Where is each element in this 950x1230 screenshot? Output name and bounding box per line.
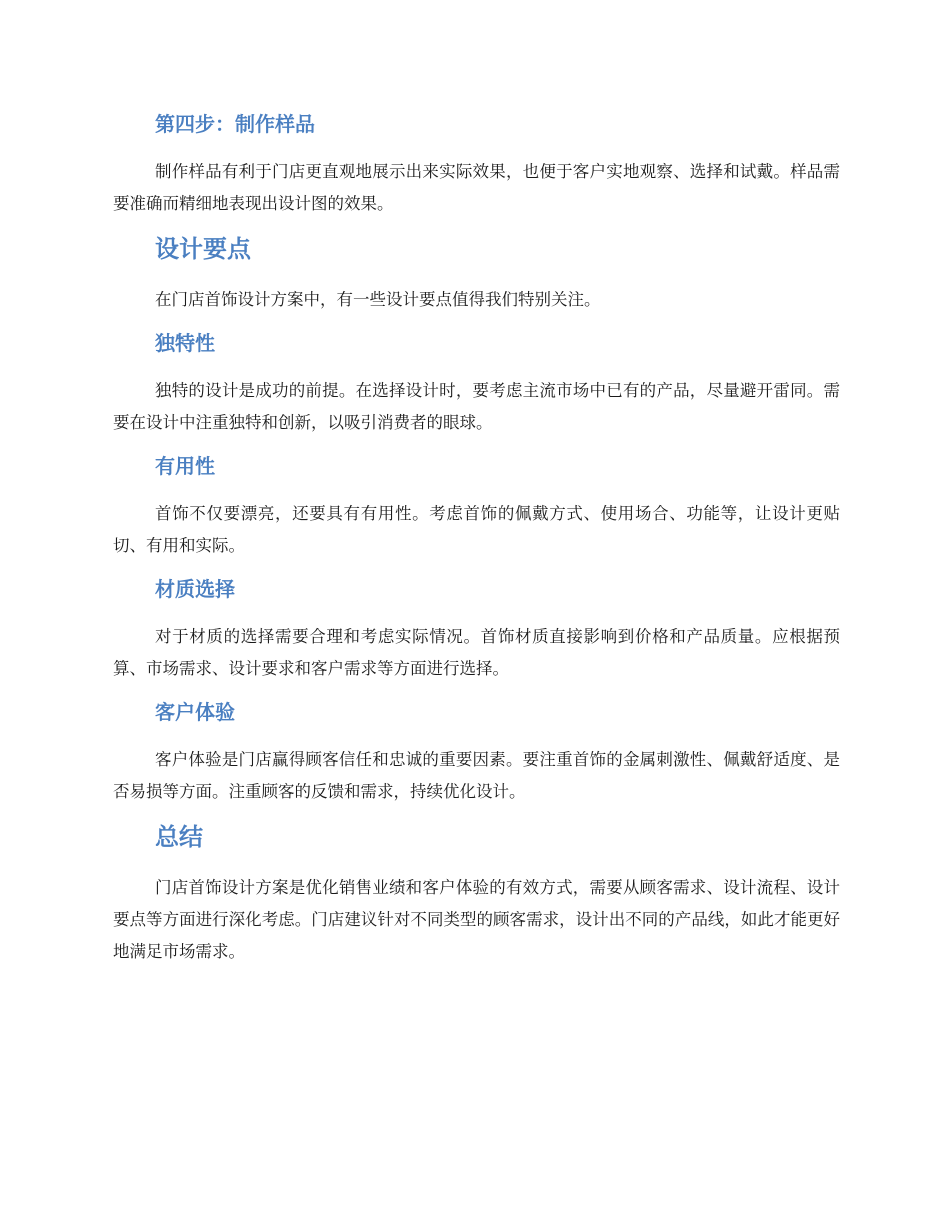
heading-uniqueness: 独特性: [155, 331, 215, 355]
paragraph-design-points-intro: 在门店首饰设计方案中，有一些设计要点值得我们特别关注。: [155, 290, 601, 309]
heading-material-selection: 材质选择: [155, 577, 235, 601]
paragraph-customer-experience: 客户体验是门店赢得顾客信任和忠诚的重要因素。要注重首饰的金属刺激性、佩戴舒适度、是否易损等方面。注重顾客的反馈和需求，持续优化设计。: [113, 750, 840, 801]
heading-step4-make-samples: 第四步：制作样品: [155, 112, 315, 136]
paragraph-material-selection: 对于材质的选择需要合理和考虑实际情况。首饰材质直接影响到价格和产品质量。应根据预算、市场需求、设计要求和客户需求等方面进行选择。: [113, 627, 840, 678]
paragraph-usefulness: 首饰不仅要漂亮，还要具有有用性。考虑首饰的佩戴方式、使用场合、功能等，让设计更贴切、有用和实际。: [113, 504, 840, 555]
paragraph-make-samples: 制作样品有利于门店更直观地展示出来实际效果，也便于客户实地观察、选择和试戴。样品需要准确而精细地表现出设计图的效果。: [113, 162, 840, 213]
heading-summary: 总结: [155, 823, 203, 851]
paragraph-uniqueness: 独特的设计是成功的前提。在选择设计时，要考虑主流市场中已有的产品，尽量避开雷同。需要在设计中注重独特和创新，以吸引消费者的眼球。: [113, 381, 840, 432]
document-page: [113, 108, 840, 968]
heading-design-points: 设计要点: [155, 235, 251, 263]
heading-customer-experience: 客户体验: [155, 700, 235, 724]
heading-usefulness: 有用性: [155, 454, 215, 478]
paragraph-summary: 门店首饰设计方案是优化销售业绩和客户体验的有效方式，需要从顾客需求、设计流程、设计要点等方面进行深化考虑。门店建议针对不同类型的顾客需求，设计出不同的产品线，如此才能更好地满足市场需求。: [113, 878, 840, 961]
